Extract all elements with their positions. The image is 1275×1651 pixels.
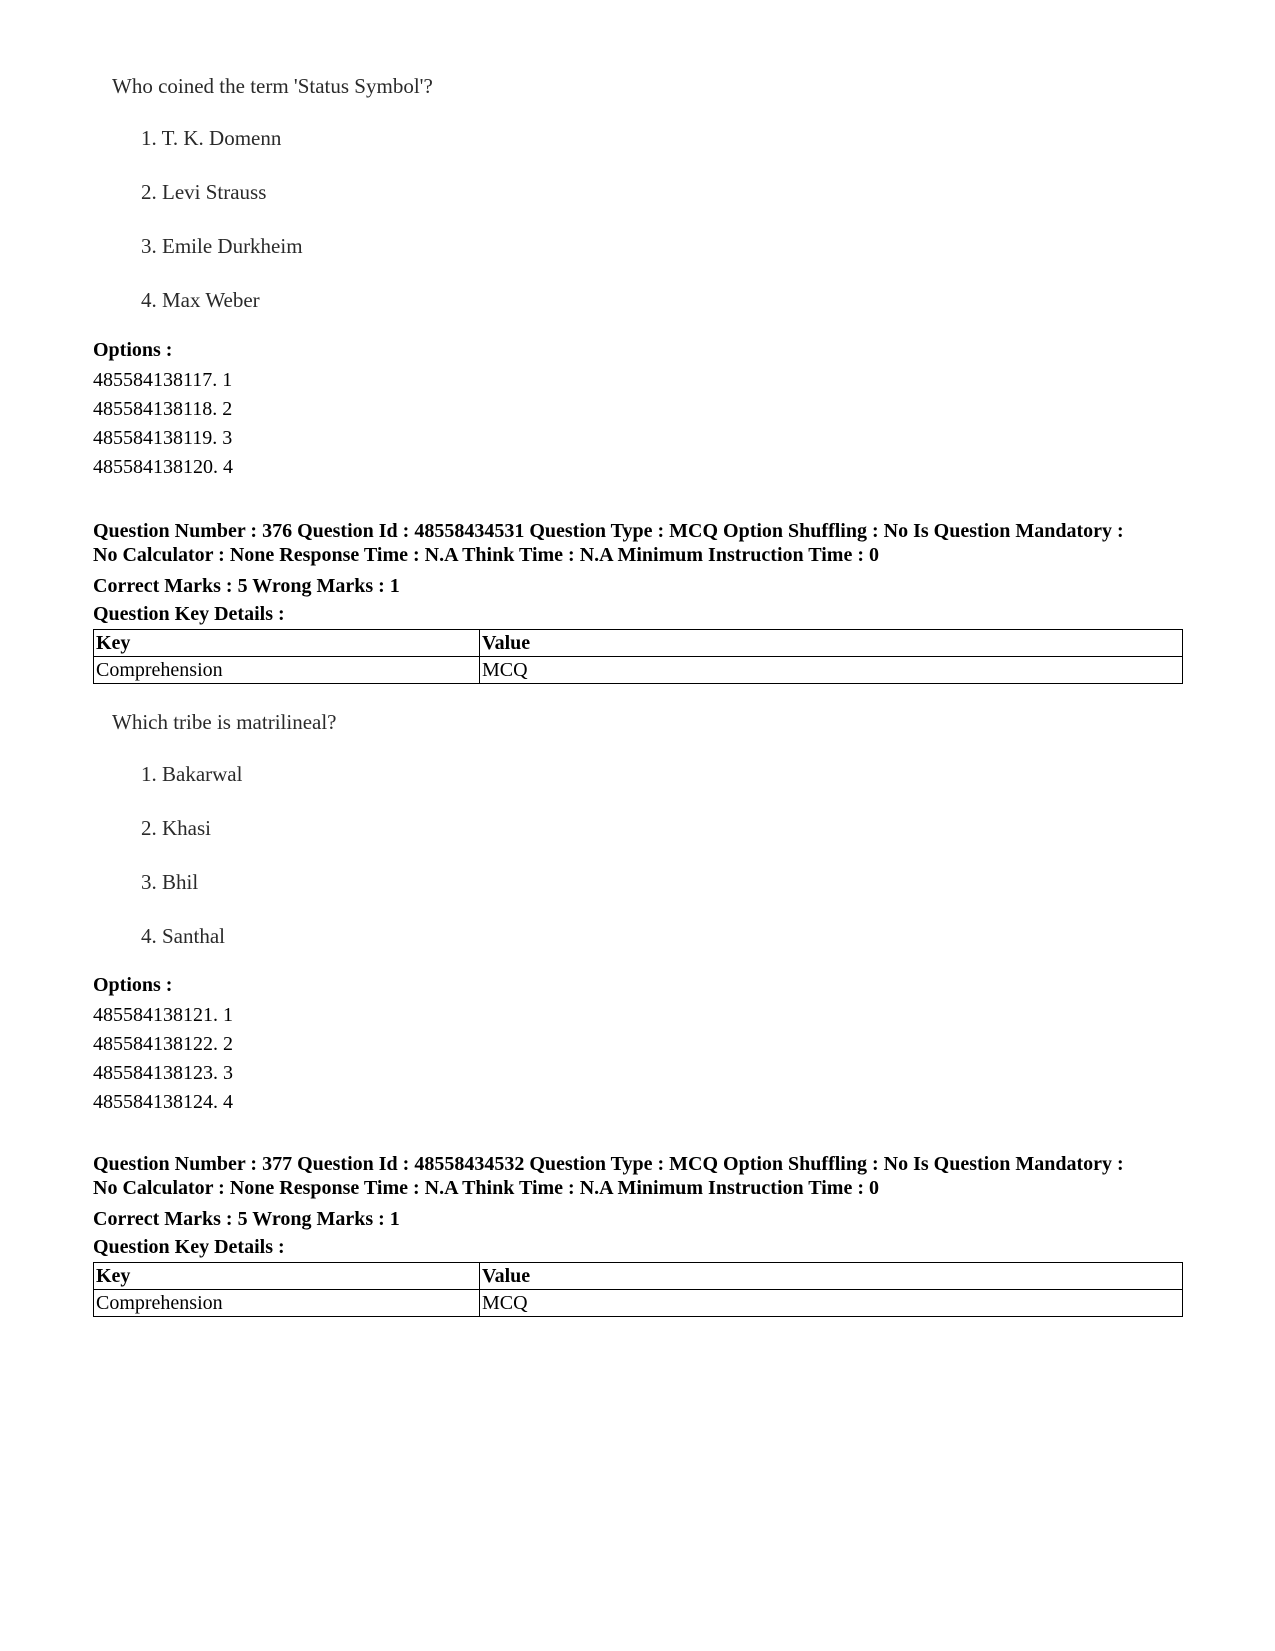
question-meta bbox=[93, 1152, 1193, 1262]
options-list bbox=[93, 337, 233, 483]
table-cell-value: MCQ bbox=[480, 1290, 1183, 1317]
table-header-key: Key bbox=[94, 1263, 480, 1290]
options-label: Options : bbox=[93, 339, 173, 361]
table-cell-key: Comprehension bbox=[94, 657, 480, 684]
key-details-label: Question Key Details : bbox=[93, 1236, 285, 1258]
key-details-table bbox=[93, 1262, 1183, 1317]
table-row bbox=[94, 657, 1183, 684]
option-id: 485584138117. 1 bbox=[93, 369, 233, 391]
option-id: 485584138119. 3 bbox=[93, 427, 233, 449]
question-meta-line: Question Number : 376 Question Id : 48558434531 Question Type : MCQ Option Shuffling : No Is Question Mandatory : bbox=[93, 520, 1124, 542]
table-header-row bbox=[94, 1263, 1183, 1290]
question-meta-line: Question Number : 377 Question Id : 48558434532 Question Type : MCQ Option Shuffling : No Is Question Mandatory : bbox=[93, 1153, 1124, 1175]
question-meta-line: No Calculator : None Response Time : N.A Think Time : N.A Minimum Instruction Time : 0 bbox=[93, 1177, 879, 1199]
option-id: 485584138120. 4 bbox=[93, 456, 233, 478]
option-id: 485584138118. 2 bbox=[93, 398, 233, 420]
marks-line: Correct Marks : 5 Wrong Marks : 1 bbox=[93, 575, 400, 597]
table-header-value: Value bbox=[480, 1263, 1183, 1290]
table-header-row bbox=[94, 630, 1183, 657]
options-list bbox=[93, 972, 233, 1118]
choice-item: 2. Khasi bbox=[141, 816, 211, 840]
table-row bbox=[94, 1290, 1183, 1317]
option-id: 485584138124. 4 bbox=[93, 1091, 233, 1113]
option-id: 485584138121. 1 bbox=[93, 1004, 233, 1026]
choice-item: 3. Emile Durkheim bbox=[141, 234, 303, 258]
choice-item: 2. Levi Strauss bbox=[141, 180, 267, 204]
key-details-label: Question Key Details : bbox=[93, 603, 285, 625]
table-cell-value: MCQ bbox=[480, 657, 1183, 684]
question-text: Which tribe is matrilineal? bbox=[112, 710, 337, 734]
key-details-table bbox=[93, 629, 1183, 684]
table-header-value: Value bbox=[480, 630, 1183, 657]
choice-item: 4. Max Weber bbox=[141, 288, 260, 312]
choice-item: 1. Bakarwal bbox=[141, 762, 243, 786]
question-meta bbox=[93, 519, 1193, 629]
choice-item: 3. Bhil bbox=[141, 870, 199, 894]
option-id: 485584138123. 3 bbox=[93, 1062, 233, 1084]
question-image-block bbox=[112, 710, 337, 978]
table-cell-key: Comprehension bbox=[94, 1290, 480, 1317]
option-id: 485584138122. 2 bbox=[93, 1033, 233, 1055]
choice-item: 1. T. K. Domenn bbox=[141, 126, 282, 150]
question-text: Who coined the term 'Status Symbol'? bbox=[112, 74, 433, 98]
choice-list bbox=[112, 126, 433, 342]
choice-list bbox=[112, 762, 337, 978]
marks-line: Correct Marks : 5 Wrong Marks : 1 bbox=[93, 1208, 400, 1230]
options-label: Options : bbox=[93, 974, 173, 996]
table-header-key: Key bbox=[94, 630, 480, 657]
question-image-block bbox=[112, 74, 433, 342]
question-meta-line: No Calculator : None Response Time : N.A Think Time : N.A Minimum Instruction Time : 0 bbox=[93, 544, 879, 566]
choice-item: 4. Santhal bbox=[141, 924, 225, 948]
